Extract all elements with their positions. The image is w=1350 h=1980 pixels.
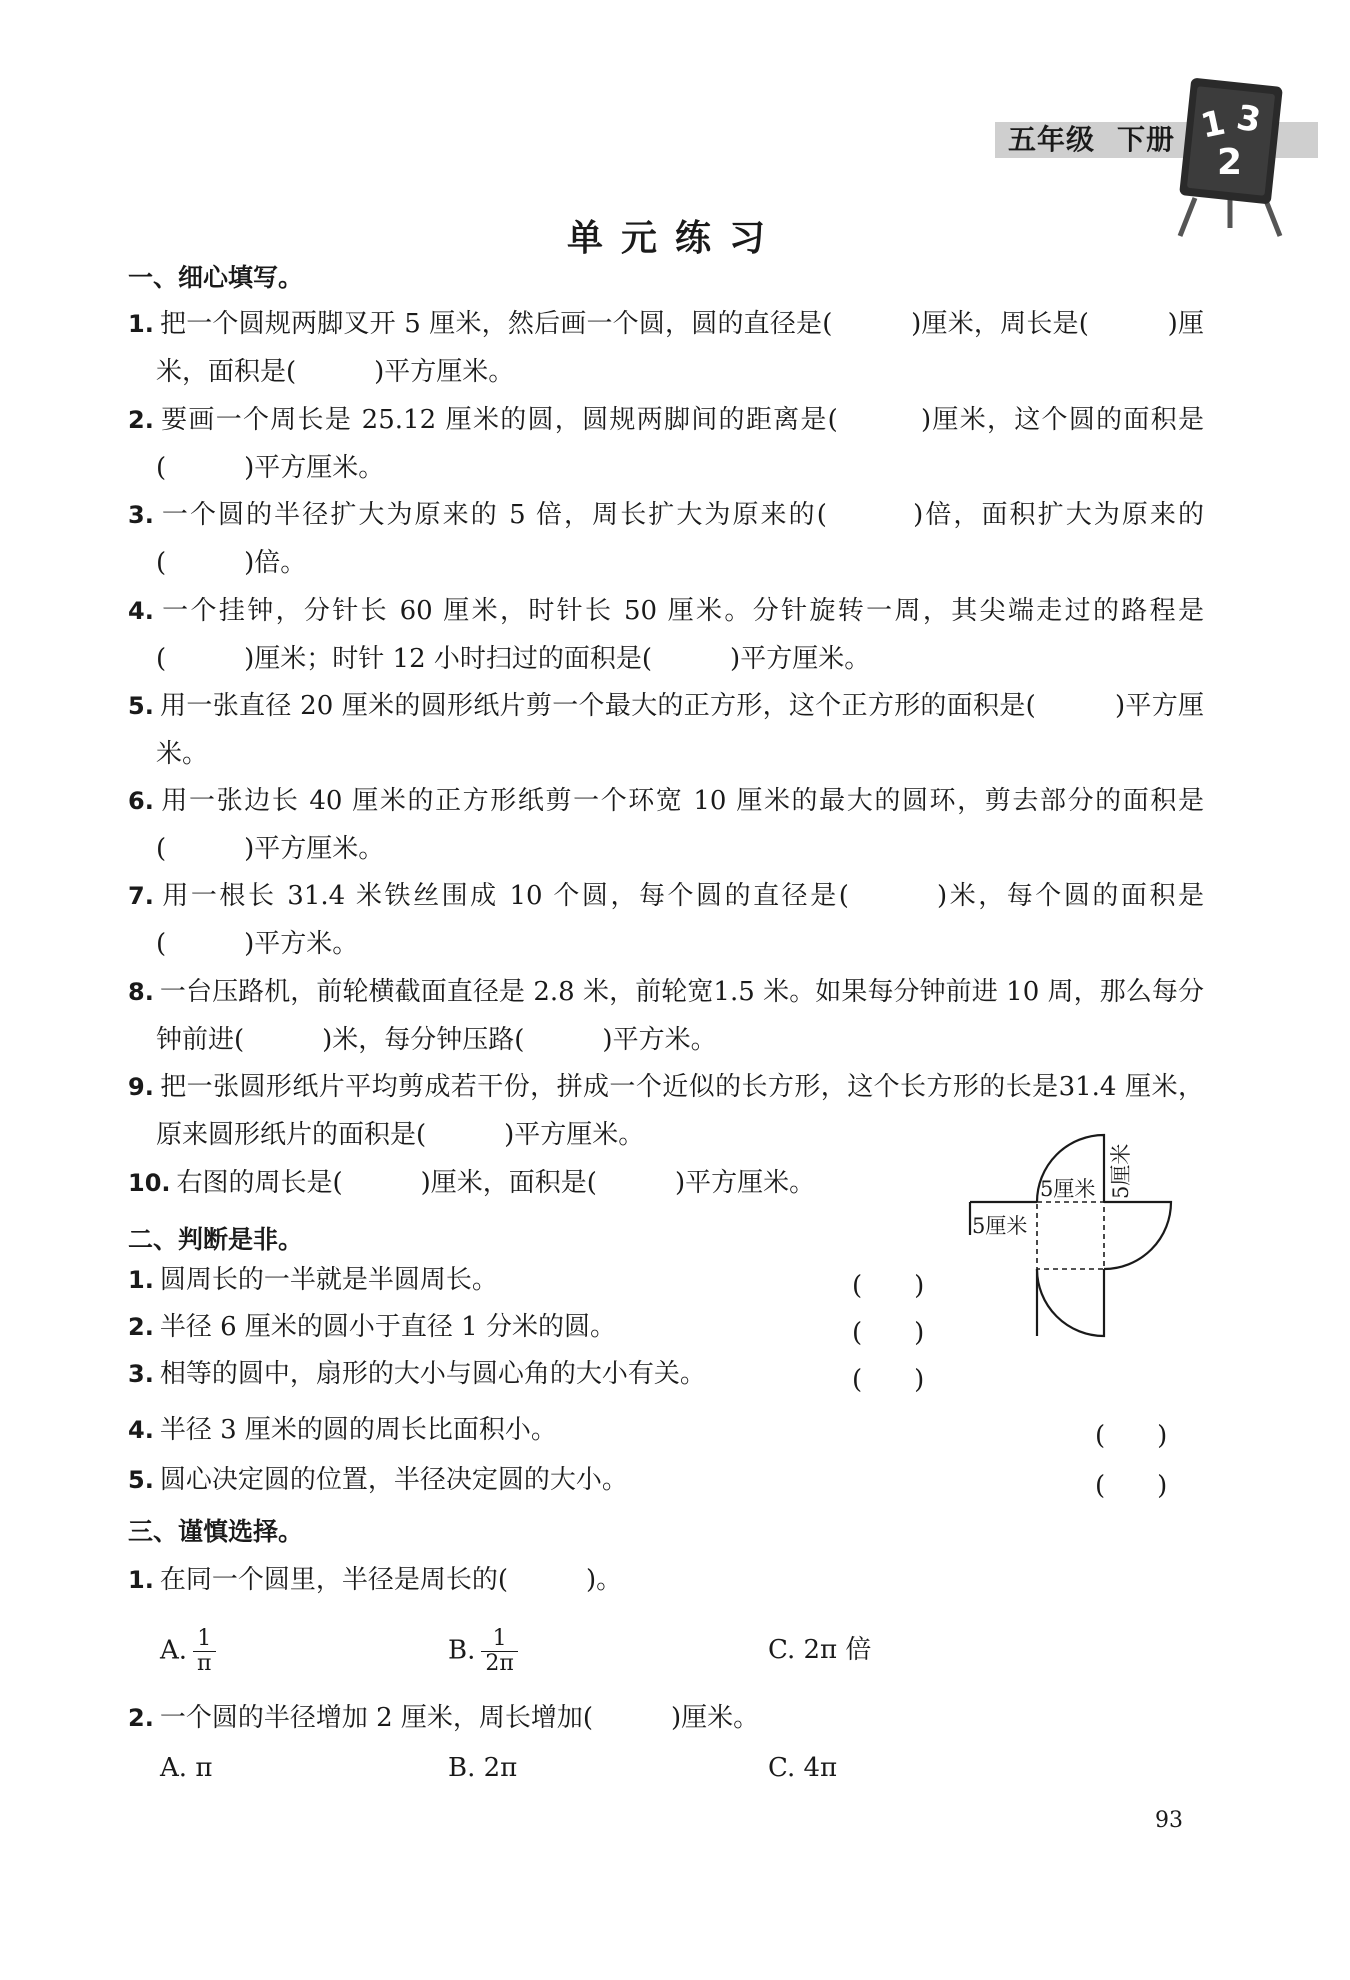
answer-paren[interactable]: ( ) bbox=[852, 1271, 925, 1301]
answer-paren[interactable]: ( ) bbox=[852, 1365, 925, 1395]
question-text: 用一张直径 20 厘米的圆形纸片剪一个最大的正方形，这个正方形的面积是( )平方厘米。 bbox=[156, 691, 1204, 769]
fill-question bbox=[128, 872, 1204, 968]
question-text: 一台压路机，前轮横截面直径是 2.8 米，前轮宽1.5 米。如果每分钟前进 10 周，那么每分钟前进( )米，每分钟压路( )平方米。 bbox=[156, 977, 1204, 1055]
section-judge-heading: 二、判断是非。 bbox=[128, 1225, 304, 1254]
question-text: 在同一个圆里，半径是周长的( )。 bbox=[159, 1565, 623, 1595]
fraction-numerator: 1 bbox=[481, 1627, 517, 1652]
question-text: 半径 3 厘米的圆的周长比面积小。 bbox=[159, 1415, 557, 1445]
question-number: 5. bbox=[128, 1466, 154, 1494]
question-number: 10. bbox=[128, 1169, 171, 1197]
question-number: 8. bbox=[128, 978, 154, 1006]
question-number: 6. bbox=[128, 787, 154, 815]
question-number: 4. bbox=[128, 597, 154, 625]
fraction-denominator: 2π bbox=[485, 1651, 514, 1677]
choice-option-b[interactable] bbox=[448, 1627, 518, 1676]
question-number: 2. bbox=[128, 1313, 154, 1341]
page-title: 单元练习 bbox=[566, 218, 783, 259]
option-text: 4π bbox=[803, 1753, 838, 1783]
option-text: 2π bbox=[483, 1753, 518, 1783]
fill-question bbox=[128, 300, 1204, 396]
grade-text: 五年级 bbox=[1008, 123, 1096, 156]
fraction-denominator: π bbox=[197, 1651, 212, 1677]
judge-question bbox=[128, 1256, 916, 1304]
question-text: 一个圆的半径扩大为原来的 5 倍，周长扩大为原来的( )倍，面积扩大为原来的( )倍。 bbox=[156, 500, 1204, 578]
option-fraction bbox=[481, 1627, 517, 1676]
fill-question bbox=[128, 682, 1204, 778]
question-text: 把一张圆形纸片平均剪成若干份，拼成一个近似的长方形，这个长方形的长是31.4 厘米，原来圆形纸片的面积是( )平方厘米。 bbox=[156, 1072, 1204, 1150]
question-number: 1. bbox=[128, 1566, 154, 1594]
option-label: B. bbox=[448, 1753, 476, 1783]
judge-question bbox=[128, 1350, 916, 1398]
pinwheel-figure bbox=[960, 1125, 1190, 1355]
question-text: 相等的圆中，扇形的大小与圆心角的大小有关。 bbox=[159, 1359, 706, 1389]
volume-text: 下册 bbox=[1117, 123, 1176, 156]
section-choose-heading: 三、谨慎选择。 bbox=[128, 1517, 304, 1546]
question-number: 1. bbox=[128, 310, 154, 338]
option-label: A. bbox=[160, 1635, 188, 1666]
question-text: 把一个圆规两脚叉开 5 厘米，然后画一个圆，圆的直径是( )厘米，周长是( )厘米，面积是( )平方厘米。 bbox=[156, 309, 1204, 387]
question-number: 5. bbox=[128, 692, 154, 720]
choice-option-b[interactable] bbox=[448, 1748, 517, 1788]
choice-question bbox=[128, 1556, 1204, 1604]
answer-paren[interactable]: ( ) bbox=[1095, 1471, 1168, 1501]
question-text: 半径 6 厘米的圆小于直径 1 分米的圆。 bbox=[159, 1312, 616, 1342]
question-text: 圆心决定圆的位置，半径决定圆的大小。 bbox=[159, 1465, 628, 1495]
judge-question bbox=[128, 1303, 916, 1351]
board-digit-3: 3 bbox=[1233, 97, 1264, 142]
question-text: 用一张边长 40 厘米的正方形纸剪一个环宽 10 厘米的最大的圆环，剪去部分的面积是( )平方厘米。 bbox=[156, 786, 1204, 864]
answer-paren[interactable]: ( ) bbox=[1095, 1421, 1168, 1451]
choice-option-c[interactable] bbox=[768, 1630, 871, 1670]
header-grade-label bbox=[1008, 118, 1197, 158]
judge-question bbox=[128, 1406, 1204, 1454]
fill-question bbox=[128, 968, 1204, 1064]
answer-paren[interactable]: ( ) bbox=[852, 1318, 925, 1348]
fill-question bbox=[128, 777, 1204, 873]
option-label: C. bbox=[768, 1753, 796, 1783]
option-label: A. bbox=[160, 1753, 188, 1783]
figure-label-left: 5厘米 bbox=[972, 1214, 1028, 1238]
question-number: 7. bbox=[128, 882, 154, 910]
option-text: 2π 倍 bbox=[803, 1635, 872, 1665]
choice-option-a[interactable] bbox=[160, 1748, 212, 1788]
question-number: 3. bbox=[128, 501, 154, 529]
board-digit-1: 1 bbox=[1197, 102, 1229, 147]
option-text: π bbox=[195, 1753, 213, 1783]
question-text: 一个挂钟，分针长 60 厘米，时针长 50 厘米。分针旋转一周，其尖端走过的路程是( )厘米；时针 12 小时扫过的面积是( )平方厘米。 bbox=[156, 596, 1204, 674]
question-number: 1. bbox=[128, 1266, 154, 1294]
question-text: 圆周长的一半就是半圆周长。 bbox=[159, 1265, 498, 1295]
question-text: 用一根长 31.4 米铁丝围成 10 个圆，每个圆的直径是( )米，每个圆的面积是( )平方米。 bbox=[156, 881, 1204, 959]
fill-question bbox=[128, 396, 1204, 492]
question-number: 2. bbox=[128, 1704, 154, 1732]
question-text: 要画一个周长是 25.12 厘米的圆，圆规两脚间的距离是( )厘米，这个圆的面积是( )平方厘米。 bbox=[156, 405, 1204, 483]
question-text: 右图的周长是( )厘米，面积是( )平方厘米。 bbox=[176, 1168, 816, 1198]
fill-question bbox=[128, 1159, 916, 1207]
choice-option-c[interactable] bbox=[768, 1748, 837, 1788]
page-number: 93 bbox=[1155, 1808, 1183, 1833]
question-text: 一个圆的半径增加 2 厘米，周长增加( )厘米。 bbox=[159, 1703, 760, 1733]
fill-question bbox=[128, 491, 1204, 587]
option-fraction bbox=[193, 1627, 215, 1676]
choice-question bbox=[128, 1694, 1204, 1742]
fill-question bbox=[128, 587, 1204, 683]
fraction-numerator: 1 bbox=[193, 1627, 215, 1652]
question-number: 3. bbox=[128, 1360, 154, 1388]
question-number: 9. bbox=[128, 1073, 154, 1101]
judge-question bbox=[128, 1456, 1204, 1504]
figure-label-right: 5厘米 bbox=[1109, 1143, 1133, 1199]
question-number: 2. bbox=[128, 406, 154, 434]
option-label: B. bbox=[448, 1635, 476, 1666]
question-number: 4. bbox=[128, 1416, 154, 1444]
option-label: C. bbox=[768, 1635, 796, 1665]
board-digit-2: 2 bbox=[1217, 142, 1243, 183]
choice-option-a[interactable] bbox=[160, 1627, 216, 1676]
section-fill-heading: 一、细心填写。 bbox=[128, 263, 304, 292]
figure-label-top: 5厘米 bbox=[1040, 1177, 1096, 1201]
